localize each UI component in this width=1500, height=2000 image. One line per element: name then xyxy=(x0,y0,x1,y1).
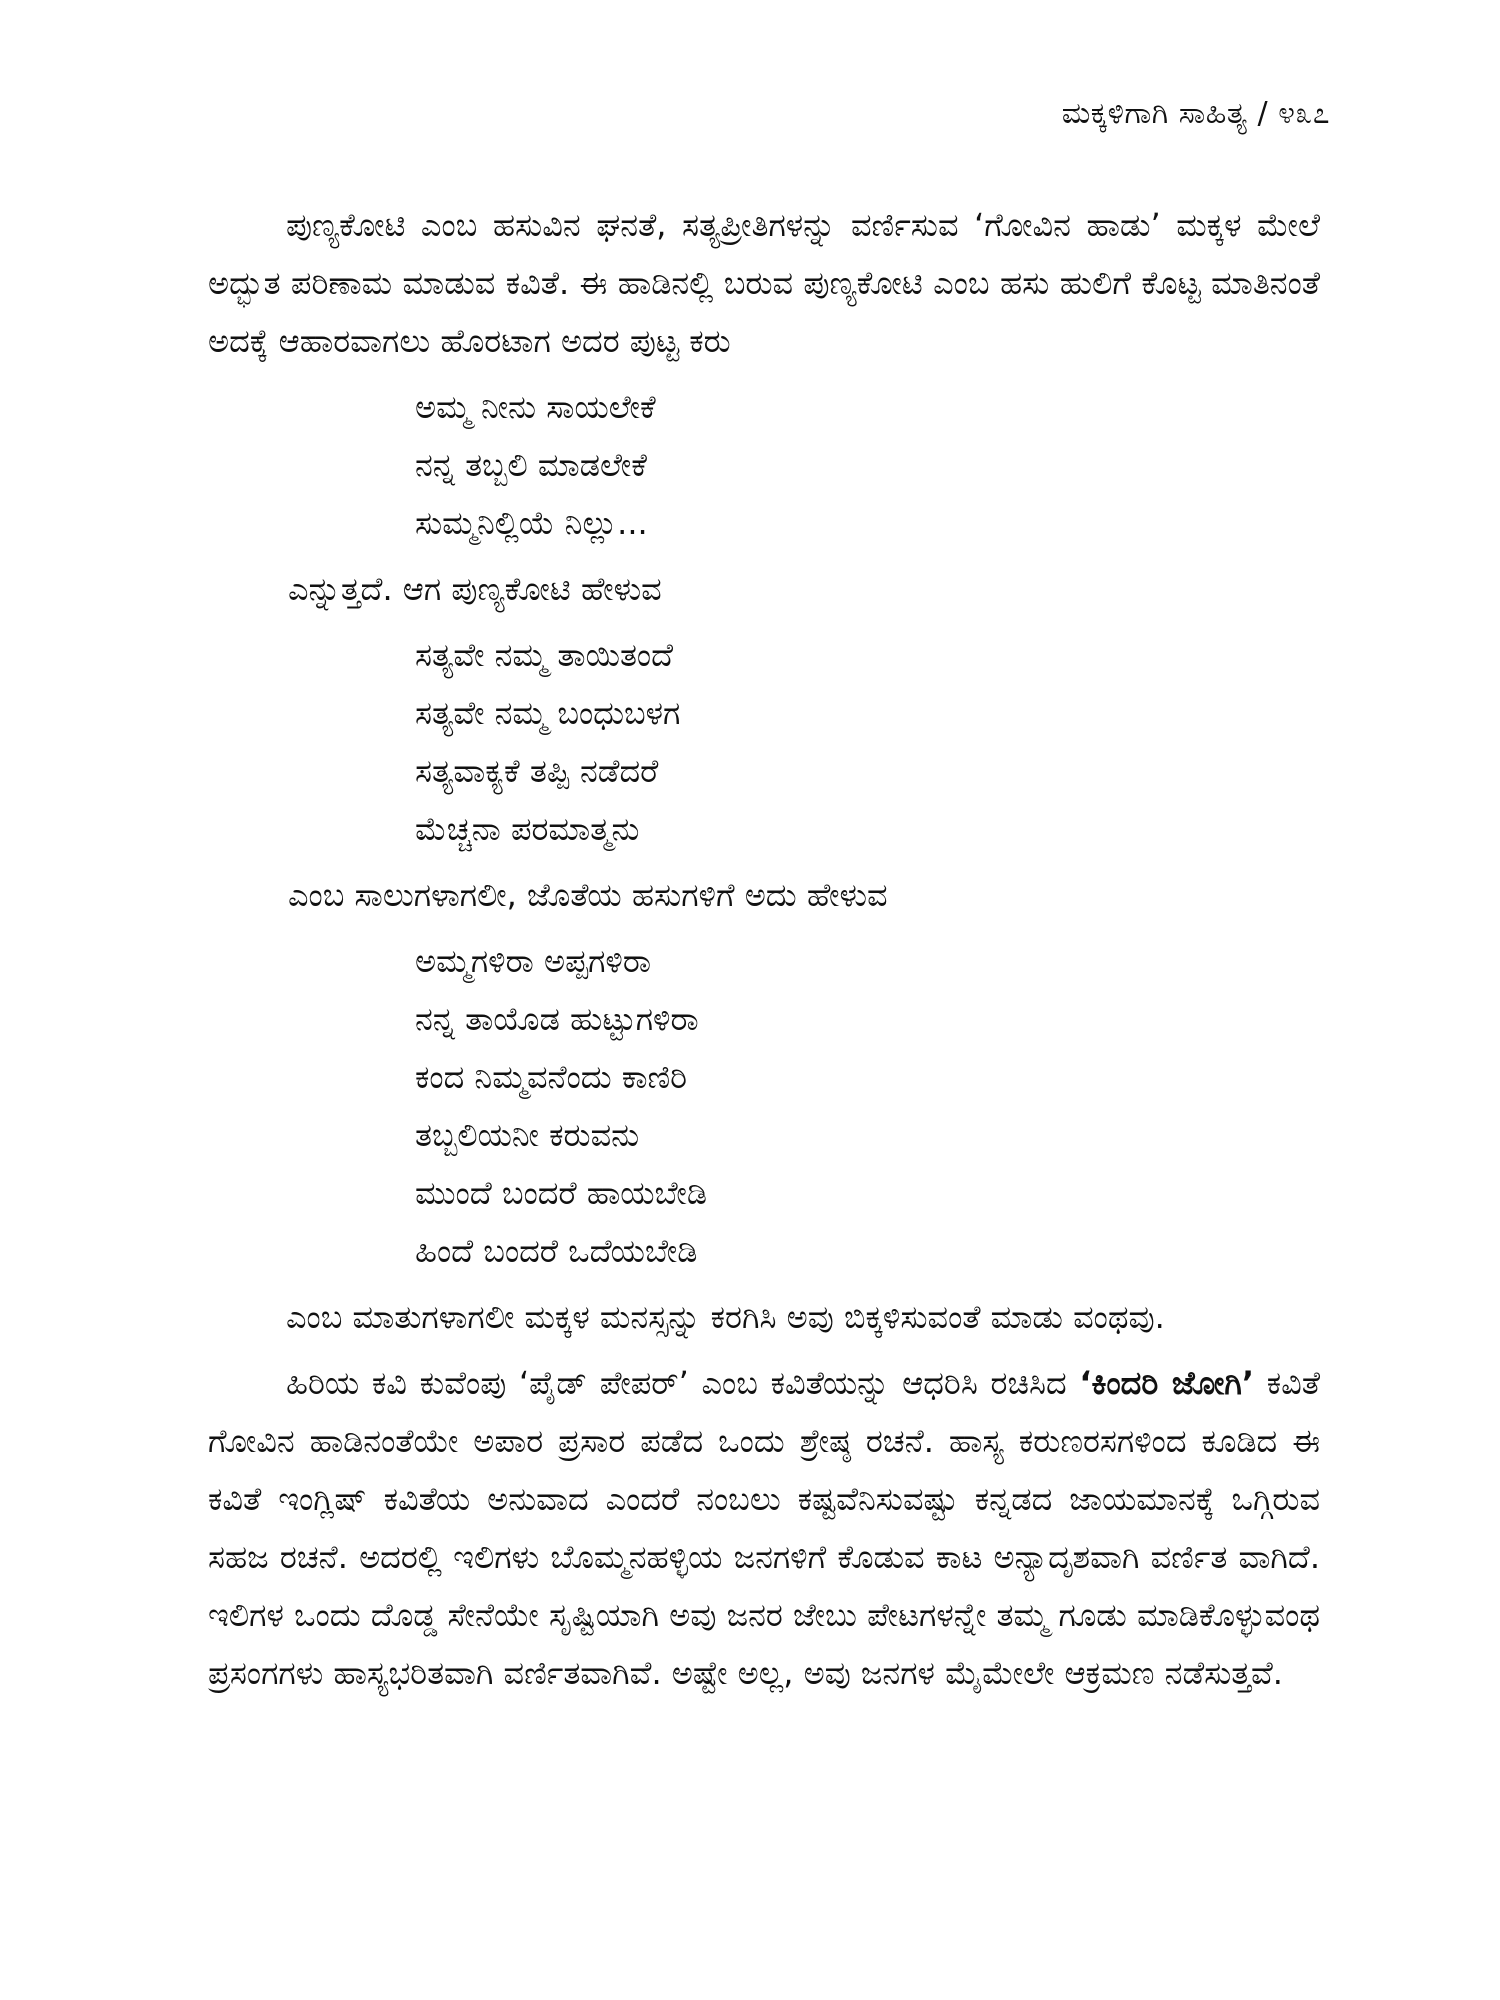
poem-title-bold: ‘ಕಿಂದರಿ ಜೋಗಿ’ xyxy=(1079,1364,1255,1402)
verse-line: ಸತ್ಯವೇ ನಮ್ಮ ಬಂಧುಬಳಗ xyxy=(415,694,681,732)
verse-block-1 xyxy=(415,378,1320,552)
verse-line: ಮುಂದೆ ಬಂದರೆ ಹಾಯಬೇಡಿ xyxy=(415,1174,708,1212)
verse-line: ಅಮ್ಮಗಳಿರಾ ಅಪ್ಪಗಳಿರಾ xyxy=(415,942,652,980)
verse-line: ನನ್ನ ತಬ್ಬಲಿ ಮಾಡಲೇಕೆ xyxy=(415,446,647,484)
body-text xyxy=(208,196,1320,1702)
verse-line: ನನ್ನ ತಾಯೊಡ ಹುಟ್ಟುಗಳಿರಾ xyxy=(415,1000,699,1038)
paragraph-3-start: ಹಿರಿಯ ಕವಿ ಕುವೆಂಪು ‘ಪೈಡ್ ಪೇಪರ್’ ಎಂಬ ಕವಿತೆಯನ್ನು ಆಧರಿಸಿ ರಚಿಸಿದ xyxy=(286,1364,1080,1402)
verse-line: ಮೆಚ್ಚನಾ ಪರಮಾತ್ಮನು xyxy=(415,810,640,848)
verse-block-3 xyxy=(415,932,1320,1280)
paragraph-2: ಎಂಬ ಮಾತುಗಳಾಗಲೀ ಮಕ್ಕಳ ಮನಸ್ಸನ್ನು ಕರಗಿಸಿ ಅವು ಬಿಕ್ಕಳಿಸುವಂತೆ ಮಾಡು ವಂಥವು. xyxy=(286,1298,1165,1336)
verse-line: ಸತ್ಯವಾಕ್ಯಕೆ ತಪ್ಪಿ ನಡೆದರೆ xyxy=(415,752,659,790)
verse-line: ಸತ್ಯವೇ ನಮ್ಮ ತಾಯಿತಂದೆ xyxy=(415,636,674,674)
verse-line: ಅಮ್ಮ ನೀನು ಸಾಯಲೇಕೆ xyxy=(415,388,656,426)
verse-block-2 xyxy=(415,626,1320,858)
verse-line: ಕಂದ ನಿಮ್ಮವನೆಂದು ಕಾಣಿರಿ xyxy=(415,1058,688,1096)
lead-line-1: ಎನ್ನುತ್ತದೆ. ಆಗ ಪುಣ್ಯಕೋಟಿ ಹೇಳುವ xyxy=(288,570,662,608)
lead-line-2: ಎಂಬ ಸಾಲುಗಳಾಗಲೀ, ಜೊತೆಯ ಹಸುಗಳಿಗೆ ಅದು ಹೇಳುವ xyxy=(288,876,888,914)
verse-line: ತಬ್ಬಲಿಯನೀ ಕರುವನು xyxy=(415,1116,640,1154)
verse-line: ಸುಮ್ಮನಿಲ್ಲಿಯೆ ನಿಲ್ಲು... xyxy=(415,504,648,542)
paragraph-1: ಪುಣ್ಯಕೋಟಿ ಎಂಬ ಹಸುವಿನ ಘನತೆ, ಸತ್ಯಪ್ರೀತಿಗಳನ್ನು ವರ್ಣಿಸುವ ‘ಗೋವಿನ ಹಾಡು’ ಮಕ್ಕಳ ಮೇಲೆ ಅದ್ಭುತ ಪರಿಣಾಮ ಮಾಡುವ ಕವಿತೆ. ಈ ಹಾಡಿನಲ್ಲಿ ಬರುವ ಪುಣ್ಯಕೋಟಿ ಎಂಬ ಹಸು ಹುಲಿಗೆ ಕೊಟ್ಟ ಮಾತಿನಂತೆ ಅದಕ್ಕೆ ಆಹಾರವಾಗಲು ಹೊರಟಾಗ ಅದರ ಪುಟ್ಟ ಕರು xyxy=(208,206,1320,360)
paragraph-3 xyxy=(208,1354,1320,1702)
paragraph-3-rest: ಕವಿತೆ ಗೋವಿನ ಹಾಡಿನಂತೆಯೇ ಅಪಾರ ಪ್ರಸಾರ ಪಡೆದ ಒಂದು ಶ್ರೇಷ್ಠ ರಚನೆ. ಹಾಸ್ಯ ಕರುಣರಸಗಳಿಂದ ಕೂಡಿದ ಈ ಕವಿತೆ ಇಂಗ್ಲಿಷ್ ಕವಿತೆಯ ಅನುವಾದ ಎಂದರೆ ನಂಬಲು ಕಷ್ಟವೆನಿಸುವಷ್ಟು ಕನ್ನಡದ ಜಾಯಮಾನಕ್ಕೆ ಒಗ್ಗಿರುವ ಸಹಜ ರಚನೆ. ಅದರಲ್ಲಿ ಇಲಿಗಳು ಬೊಮ್ಮನಹಳ್ಳಿಯ ಜನಗಳಿಗೆ ಕೊಡುವ ಕಾಟ ಅನ್ಯಾದೃಶವಾಗಿ ವರ್ಣಿತ ವಾಗಿದೆ. ಇಲಿಗಳ ಒಂದು ದೊಡ್ಡ ಸೇನೆಯೇ ಸೃಷ್ಟಿಯಾಗಿ ಅವು ಜನರ ಜೇಬು ಪೇಟಗಳನ್ನೇ ತಮ್ಮ ಗೂಡು ಮಾಡಿಕೊಳ್ಳುವಂಥ ಪ್ರಸಂಗಗಳು ಹಾಸ್ಯಭರಿತವಾಗಿ ವರ್ಣಿತವಾಗಿವೆ. ಅಷ್ಟೇ ಅಲ್ಲ, ಅವು ಜನಗಳ ಮೈಮೇಲೇ ಆಕ್ರಮಣ ನಡೆಸುತ್ತವೆ. xyxy=(208,1364,1321,1692)
paragraph-gap xyxy=(208,1346,1320,1354)
verse-line: ಹಿಂದೆ ಬಂದರೆ ಒದೆಯಬೇಡಿ xyxy=(415,1232,698,1270)
running-head: ಮಕ್ಕಳಿಗಾಗಿ ಸಾಹಿತ್ಯ / ೪೩೭ xyxy=(1061,96,1330,131)
